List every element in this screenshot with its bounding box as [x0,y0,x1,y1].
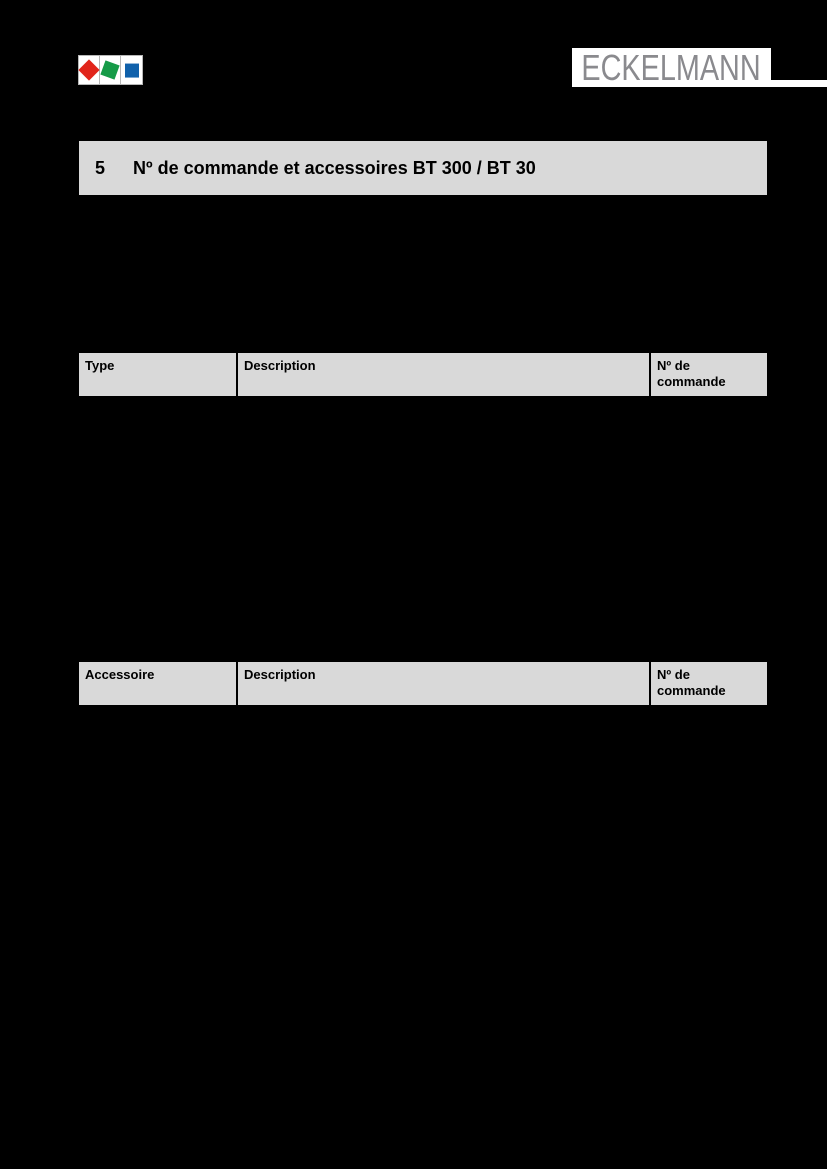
section-title: Nº de commande et accessoires BT 300 / BT 30 [133,157,536,178]
eckelmann-wordmark: ECKELMANN [581,48,762,87]
brand-logo-cell-green [100,56,121,84]
logo-square-green [100,60,119,79]
logo-square-blue [125,64,139,78]
section-heading-bar [78,140,768,196]
column-header-order-number: Nº de commande [650,352,768,397]
eckelmann-logo [572,48,771,87]
accessories-table-header [78,661,768,706]
brand-logo [78,55,143,85]
column-header-description: Description [237,661,650,706]
order-numbers-table-header [78,352,768,397]
brand-logo-cell-blue [121,56,142,84]
column-header-accessory: Accessoire [78,661,237,706]
column-header-description: Description [237,352,650,397]
section-number: 5 [95,157,106,178]
logo-square-red [78,59,99,80]
column-header-type: Type [78,352,237,397]
brand-logo-cell-red [79,56,100,84]
header-rule [771,80,827,87]
column-header-order-number: Nº de commande [650,661,768,706]
